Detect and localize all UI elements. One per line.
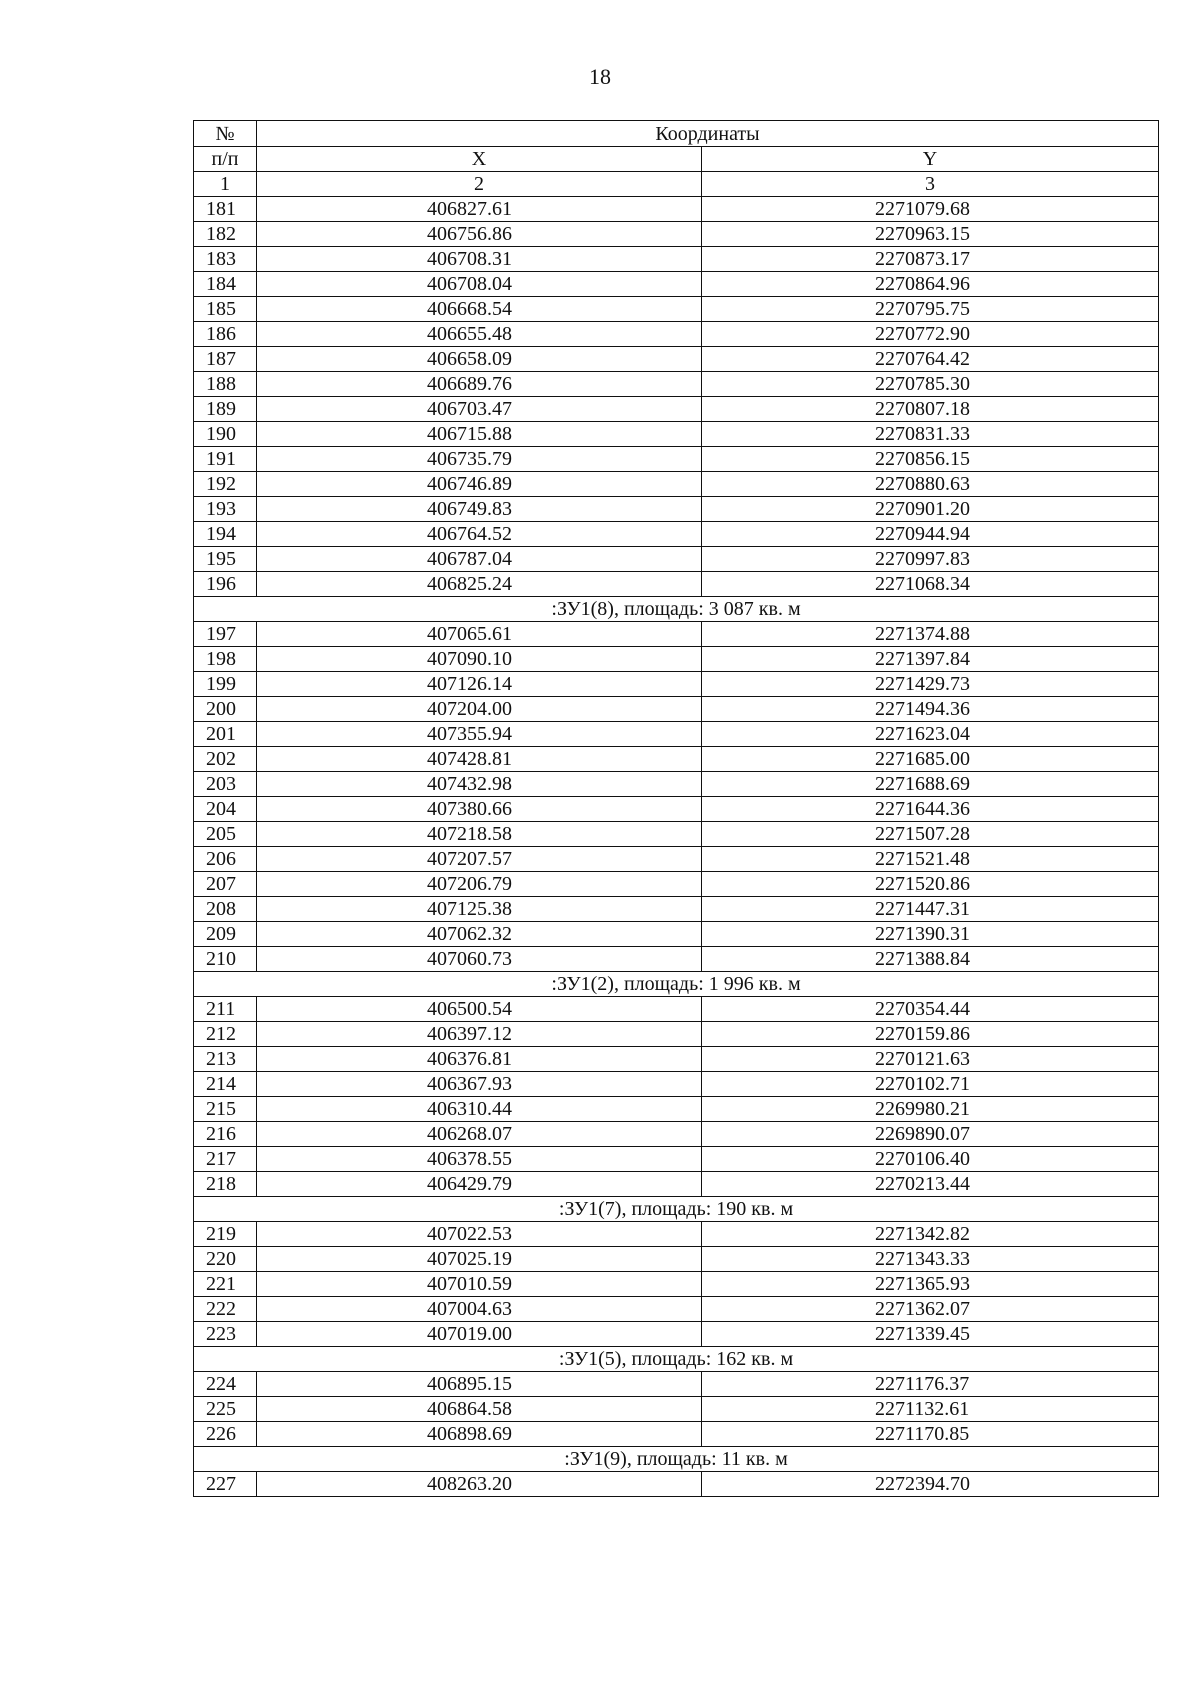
table-row xyxy=(194,1247,1159,1272)
coordinate-x: 407126.14 xyxy=(257,672,702,697)
table-row xyxy=(194,1147,1159,1172)
point-number: 213 xyxy=(194,1047,257,1072)
table-row xyxy=(194,397,1159,422)
coordinate-y: 2271644.36 xyxy=(702,797,1159,822)
table-row xyxy=(194,422,1159,447)
point-number: 190 xyxy=(194,422,257,447)
point-number: 227 xyxy=(194,1472,257,1497)
coordinate-y: 2270121.63 xyxy=(702,1047,1159,1072)
point-number: 207 xyxy=(194,872,257,897)
coordinate-x: 406367.93 xyxy=(257,1072,702,1097)
coordinate-y: 2270864.96 xyxy=(702,272,1159,297)
coordinate-x: 406746.89 xyxy=(257,472,702,497)
point-number: 224 xyxy=(194,1372,257,1397)
coordinate-x: 406764.52 xyxy=(257,522,702,547)
coordinate-y: 2270997.83 xyxy=(702,547,1159,572)
coordinate-x: 406756.86 xyxy=(257,222,702,247)
point-number: 199 xyxy=(194,672,257,697)
coordinate-x: 406689.76 xyxy=(257,372,702,397)
table-row xyxy=(194,1297,1159,1322)
point-number: 203 xyxy=(194,772,257,797)
coordinate-y: 2270102.71 xyxy=(702,1072,1159,1097)
coordinate-x: 407204.00 xyxy=(257,697,702,722)
header-x: X xyxy=(257,147,702,172)
table-row xyxy=(194,197,1159,222)
coordinate-y: 2271685.00 xyxy=(702,747,1159,772)
point-number: 212 xyxy=(194,1022,257,1047)
point-number: 206 xyxy=(194,847,257,872)
point-number: 188 xyxy=(194,372,257,397)
table-row xyxy=(194,1097,1159,1122)
point-number: 181 xyxy=(194,197,257,222)
table-row xyxy=(194,1022,1159,1047)
coordinate-x: 406500.54 xyxy=(257,997,702,1022)
table-row xyxy=(194,747,1159,772)
coordinate-x: 406397.12 xyxy=(257,1022,702,1047)
table-row xyxy=(194,272,1159,297)
coordinate-x: 406310.44 xyxy=(257,1097,702,1122)
header-col-3: 3 xyxy=(702,172,1159,197)
header-col-1: 1 xyxy=(194,172,257,197)
coordinate-y: 2272394.70 xyxy=(702,1472,1159,1497)
coordinate-x: 406703.47 xyxy=(257,397,702,422)
point-number: 194 xyxy=(194,522,257,547)
section-row xyxy=(194,1447,1159,1472)
point-number: 200 xyxy=(194,697,257,722)
table-row xyxy=(194,372,1159,397)
point-number: 214 xyxy=(194,1072,257,1097)
coordinate-x: 406268.07 xyxy=(257,1122,702,1147)
coordinate-x: 406898.69 xyxy=(257,1422,702,1447)
table-row xyxy=(194,772,1159,797)
table-row xyxy=(194,947,1159,972)
coordinate-y: 2270106.40 xyxy=(702,1147,1159,1172)
header-num-label: п/п xyxy=(194,147,257,172)
coordinate-x: 407060.73 xyxy=(257,947,702,972)
coordinate-y: 2271390.31 xyxy=(702,922,1159,947)
table-row xyxy=(194,1272,1159,1297)
coordinate-y: 2271521.48 xyxy=(702,847,1159,872)
coordinate-y: 2271447.31 xyxy=(702,897,1159,922)
coordinate-y: 2271688.69 xyxy=(702,772,1159,797)
coordinate-x: 407090.10 xyxy=(257,647,702,672)
coordinate-y: 2271374.88 xyxy=(702,622,1159,647)
point-number: 197 xyxy=(194,622,257,647)
coordinate-x: 407022.53 xyxy=(257,1222,702,1247)
table-row xyxy=(194,1122,1159,1147)
point-number: 215 xyxy=(194,1097,257,1122)
header-row-column-numbers xyxy=(194,172,1159,197)
coordinate-x: 406827.61 xyxy=(257,197,702,222)
coordinate-y: 2271429.73 xyxy=(702,672,1159,697)
point-number: 186 xyxy=(194,322,257,347)
coordinate-x: 407125.38 xyxy=(257,897,702,922)
section-title: :ЗУ1(2), площадь: 1 996 кв. м xyxy=(194,972,1159,997)
coordinate-y: 2270901.20 xyxy=(702,497,1159,522)
point-number: 223 xyxy=(194,1322,257,1347)
table-row xyxy=(194,572,1159,597)
table-row xyxy=(194,672,1159,697)
coordinate-y: 2269890.07 xyxy=(702,1122,1159,1147)
section-title: :ЗУ1(7), площадь: 190 кв. м xyxy=(194,1197,1159,1222)
section-row xyxy=(194,972,1159,997)
point-number: 211 xyxy=(194,997,257,1022)
table-row xyxy=(194,1422,1159,1447)
coordinate-x: 406864.58 xyxy=(257,1397,702,1422)
coordinate-y: 2270963.15 xyxy=(702,222,1159,247)
coordinate-x: 406749.83 xyxy=(257,497,702,522)
coordinate-y: 2271132.61 xyxy=(702,1397,1159,1422)
coordinate-x: 407380.66 xyxy=(257,797,702,822)
point-number: 196 xyxy=(194,572,257,597)
table-row xyxy=(194,647,1159,672)
table-row xyxy=(194,222,1159,247)
coordinate-x: 407025.19 xyxy=(257,1247,702,1272)
point-number: 198 xyxy=(194,647,257,672)
coordinate-x: 406895.15 xyxy=(257,1372,702,1397)
table-row xyxy=(194,897,1159,922)
coordinate-y: 2270831.33 xyxy=(702,422,1159,447)
coordinate-y: 2270795.75 xyxy=(702,297,1159,322)
table-row xyxy=(194,847,1159,872)
coordinate-x: 407065.61 xyxy=(257,622,702,647)
point-number: 193 xyxy=(194,497,257,522)
point-number: 226 xyxy=(194,1422,257,1447)
coordinate-y: 2271362.07 xyxy=(702,1297,1159,1322)
coordinate-x: 407206.79 xyxy=(257,872,702,897)
coordinate-y: 2271342.82 xyxy=(702,1222,1159,1247)
point-number: 208 xyxy=(194,897,257,922)
coordinate-x: 406825.24 xyxy=(257,572,702,597)
coordinate-x: 407010.59 xyxy=(257,1272,702,1297)
coordinate-y: 2271623.04 xyxy=(702,722,1159,747)
point-number: 209 xyxy=(194,922,257,947)
table-row xyxy=(194,697,1159,722)
section-title: :ЗУ1(8), площадь: 3 087 кв. м xyxy=(194,597,1159,622)
coordinates-table-body xyxy=(194,121,1159,1497)
point-number: 205 xyxy=(194,822,257,847)
table-row xyxy=(194,722,1159,747)
table-row xyxy=(194,797,1159,822)
coordinate-y: 2270873.17 xyxy=(702,247,1159,272)
table-row xyxy=(194,872,1159,897)
coordinate-x: 406708.04 xyxy=(257,272,702,297)
table-row xyxy=(194,1047,1159,1072)
table-row xyxy=(194,1072,1159,1097)
table-row xyxy=(194,822,1159,847)
coordinate-x: 407432.98 xyxy=(257,772,702,797)
header-num-sign: № xyxy=(194,121,257,147)
coordinate-x: 406655.48 xyxy=(257,322,702,347)
coordinate-y: 2271176.37 xyxy=(702,1372,1159,1397)
header-row-top xyxy=(194,121,1159,147)
point-number: 184 xyxy=(194,272,257,297)
point-number: 221 xyxy=(194,1272,257,1297)
coordinates-table xyxy=(193,120,1159,1497)
point-number: 218 xyxy=(194,1172,257,1197)
coordinate-y: 2270880.63 xyxy=(702,472,1159,497)
table-row xyxy=(194,997,1159,1022)
coordinate-y: 2271343.33 xyxy=(702,1247,1159,1272)
coordinate-y: 2271339.45 xyxy=(702,1322,1159,1347)
coordinate-x: 406378.55 xyxy=(257,1147,702,1172)
coordinate-y: 2271507.28 xyxy=(702,822,1159,847)
section-title: :ЗУ1(9), площадь: 11 кв. м xyxy=(194,1447,1159,1472)
header-col-2: 2 xyxy=(257,172,702,197)
coordinate-y: 2271520.86 xyxy=(702,872,1159,897)
table-row xyxy=(194,247,1159,272)
coordinate-x: 406787.04 xyxy=(257,547,702,572)
coordinate-x: 406376.81 xyxy=(257,1047,702,1072)
table-row xyxy=(194,472,1159,497)
coordinate-y: 2271365.93 xyxy=(702,1272,1159,1297)
table-row xyxy=(194,1322,1159,1347)
point-number: 202 xyxy=(194,747,257,772)
coordinate-x: 407355.94 xyxy=(257,722,702,747)
section-title: :ЗУ1(5), площадь: 162 кв. м xyxy=(194,1347,1159,1372)
point-number: 191 xyxy=(194,447,257,472)
header-coordinates: Координаты xyxy=(257,121,1159,147)
table-row xyxy=(194,297,1159,322)
point-number: 219 xyxy=(194,1222,257,1247)
coordinate-y: 2270807.18 xyxy=(702,397,1159,422)
section-row xyxy=(194,597,1159,622)
coordinate-y: 2270159.86 xyxy=(702,1022,1159,1047)
coordinate-x: 407004.63 xyxy=(257,1297,702,1322)
coordinate-x: 406715.88 xyxy=(257,422,702,447)
table-row xyxy=(194,1222,1159,1247)
coordinate-x: 406658.09 xyxy=(257,347,702,372)
coordinate-y: 2271494.36 xyxy=(702,697,1159,722)
table-row xyxy=(194,1397,1159,1422)
coordinate-x: 406708.31 xyxy=(257,247,702,272)
coordinate-y: 2271397.84 xyxy=(702,647,1159,672)
point-number: 216 xyxy=(194,1122,257,1147)
point-number: 204 xyxy=(194,797,257,822)
table-row xyxy=(194,322,1159,347)
page-number: 18 xyxy=(589,64,611,89)
coordinate-x: 407207.57 xyxy=(257,847,702,872)
table-row xyxy=(194,1172,1159,1197)
table-row xyxy=(194,1472,1159,1497)
coordinate-x: 406429.79 xyxy=(257,1172,702,1197)
header-y: Y xyxy=(702,147,1159,172)
point-number: 217 xyxy=(194,1147,257,1172)
point-number: 192 xyxy=(194,472,257,497)
point-number: 189 xyxy=(194,397,257,422)
point-number: 183 xyxy=(194,247,257,272)
coordinate-y: 2271068.34 xyxy=(702,572,1159,597)
coordinate-x: 407428.81 xyxy=(257,747,702,772)
point-number: 225 xyxy=(194,1397,257,1422)
coordinate-y: 2269980.21 xyxy=(702,1097,1159,1122)
table-row xyxy=(194,922,1159,947)
coordinate-y: 2270944.94 xyxy=(702,522,1159,547)
table-row xyxy=(194,497,1159,522)
coordinate-y: 2270354.44 xyxy=(702,997,1159,1022)
coordinate-x: 406668.54 xyxy=(257,297,702,322)
coordinate-x: 408263.20 xyxy=(257,1472,702,1497)
table-row xyxy=(194,347,1159,372)
point-number: 220 xyxy=(194,1247,257,1272)
coordinate-y: 2271388.84 xyxy=(702,947,1159,972)
table-row xyxy=(194,547,1159,572)
table-row xyxy=(194,522,1159,547)
table-row xyxy=(194,447,1159,472)
header-row-axes xyxy=(194,147,1159,172)
point-number: 182 xyxy=(194,222,257,247)
coordinate-y: 2270772.90 xyxy=(702,322,1159,347)
coordinate-x: 407062.32 xyxy=(257,922,702,947)
coordinate-y: 2270213.44 xyxy=(702,1172,1159,1197)
coordinate-y: 2271170.85 xyxy=(702,1422,1159,1447)
section-row xyxy=(194,1347,1159,1372)
point-number: 195 xyxy=(194,547,257,572)
table-row xyxy=(194,622,1159,647)
coordinate-x: 407218.58 xyxy=(257,822,702,847)
point-number: 201 xyxy=(194,722,257,747)
coordinate-x: 407019.00 xyxy=(257,1322,702,1347)
table-row xyxy=(194,1372,1159,1397)
coordinate-y: 2270764.42 xyxy=(702,347,1159,372)
coordinate-y: 2270856.15 xyxy=(702,447,1159,472)
coordinate-x: 406735.79 xyxy=(257,447,702,472)
point-number: 185 xyxy=(194,297,257,322)
point-number: 187 xyxy=(194,347,257,372)
coordinate-y: 2271079.68 xyxy=(702,197,1159,222)
point-number: 210 xyxy=(194,947,257,972)
point-number: 222 xyxy=(194,1297,257,1322)
coordinate-y: 2270785.30 xyxy=(702,372,1159,397)
section-row xyxy=(194,1197,1159,1222)
